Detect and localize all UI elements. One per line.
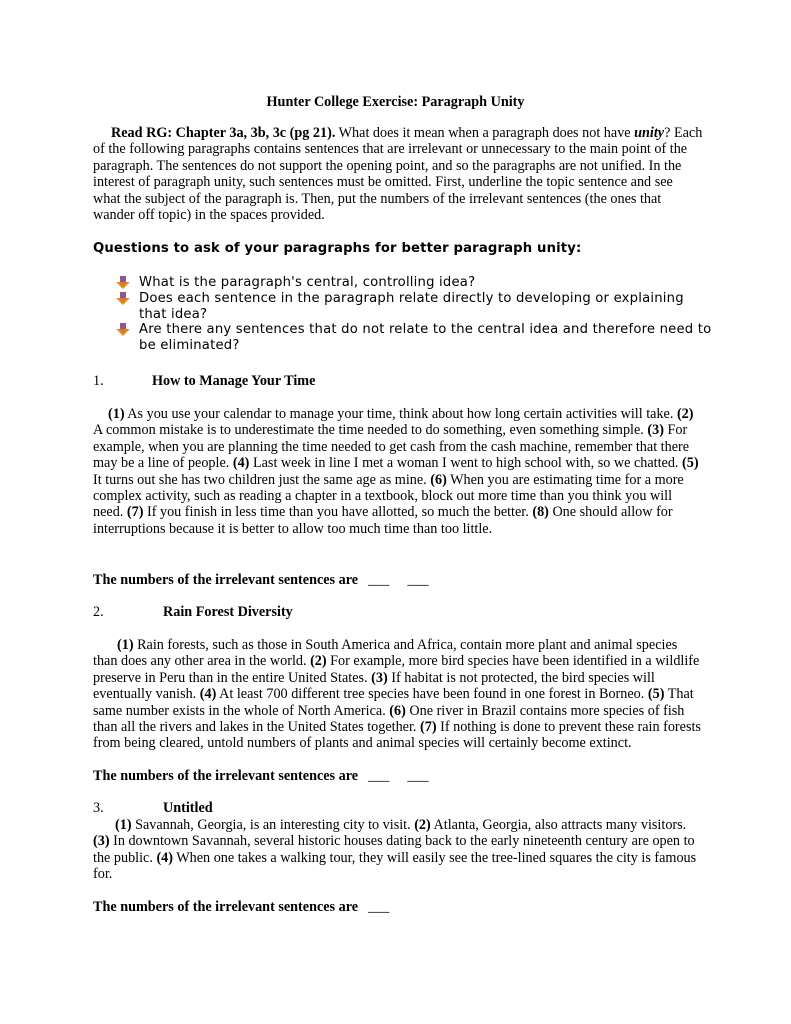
sentence-text: Rain forests, such as those in South America and Africa, contain more plant and animal species than does any other area in the world. — [93, 637, 678, 670]
sentence-number: (4) — [232, 455, 250, 472]
sentence-text: Savannah, Georgia, is an interesting city to visit. — [131, 817, 415, 833]
answer-label: The numbers of the irrelevant sentences are — [93, 899, 359, 915]
sentence-text: That same number exists in the whole of North America. — [93, 686, 694, 719]
down-arrow-bullet-icon — [115, 276, 131, 290]
sentence-text: Last week in line I met a woman I went to high school with, so we chatted. — [249, 455, 683, 472]
answer-blank[interactable]: ___ — [368, 899, 390, 915]
question-item — [115, 291, 715, 323]
sentence-text: For example, more bird species have been identified in a wildlife preserve in Peru than in the entire United States. — [93, 653, 700, 686]
sentence-text: When one takes a walking tour, they will easily see the tree-lined squares the city is famous for. — [93, 849, 697, 883]
sentence-text: If habitat is not protected, the bird species will eventually vanish. — [93, 669, 655, 703]
sentence-number: (1) — [108, 406, 125, 422]
answer-blank[interactable]: ___ — [368, 572, 390, 588]
sentence-text: At least 700 different tree species have been found in one forest in Borneo. — [216, 686, 648, 703]
answer-line — [93, 572, 429, 588]
sentence-number: (4) — [156, 849, 173, 866]
sentence-number: (4) — [199, 686, 217, 703]
question-text: Does each sentence in the paragraph relate directly to developing or explaining that idea? — [139, 290, 684, 322]
exercise-number: 1. — [93, 373, 104, 389]
sentence-text: In downtown Savannah, several historic houses dating back to the early nineteenth century are open to the public. — [93, 833, 695, 866]
sentence-text: One should allow for interruptions because it is better to allow too much time than too little. — [93, 504, 673, 537]
sentence-number: (1) — [117, 637, 134, 653]
intro-paragraph — [93, 125, 703, 223]
sentence-number: (8) — [532, 504, 549, 521]
down-arrow-bullet-icon — [115, 323, 131, 337]
sentence-number: (2) — [676, 406, 694, 422]
sentence-text: Atlanta, Georgia, also attracts many visitors. — [430, 817, 687, 833]
sentence-text: When you are estimating time for a more complex activity, such as reading a chapter in a textbook, block out more time than you think you will need. — [93, 471, 684, 521]
sentence-number: (6) — [389, 702, 406, 719]
sentence-number: (1) — [115, 817, 132, 833]
question-text: Are there any sentences that do not relate to the central idea and therefore need to be eliminated? — [139, 322, 712, 354]
page-title: Hunter College Exercise: Paragraph Unity — [266, 94, 525, 110]
sentence-text: A common mistake is to underestimate the time needed to do something, even something simple. — [93, 422, 648, 439]
sentence-text: If you finish in less time than you have allotted, so much the better. — [143, 504, 533, 521]
questions-heading: Questions to ask of your paragraphs for better paragraph unity: — [93, 241, 582, 256]
answer-label: The numbers of the irrelevant sentences are — [93, 572, 359, 588]
sentence-text: As you use your calendar to manage your time, think about how long certain activities will take. — [124, 406, 677, 422]
down-arrow-bullet-icon — [115, 292, 131, 306]
sentence-number: (2) — [414, 817, 431, 833]
sentence-number: (2) — [310, 653, 327, 670]
intro-text-before: What does it mean when a paragraph does not have — [335, 125, 635, 141]
exercise-title: How to Manage Your Time — [152, 373, 316, 389]
sentence-number: (5) — [647, 686, 665, 703]
sentence-number: (5) — [682, 455, 699, 472]
question-item — [115, 275, 715, 291]
sentence-number: (3) — [93, 833, 110, 850]
questions-list — [115, 275, 715, 354]
sentence-text: It turns out she has two children just the same age as mine. — [93, 471, 431, 488]
exercise-paragraph — [93, 406, 703, 537]
answer-line — [93, 768, 429, 784]
question-item — [115, 322, 715, 354]
unity-emphasis: unity — [634, 125, 665, 141]
answer-blank[interactable]: ___ — [407, 572, 429, 588]
sentence-text: One river in Brazil contains more species of fish than all the rivers and lakes in the United States together. — [93, 702, 685, 736]
exercise-title: Untitled — [163, 800, 213, 816]
sentence-number: (7) — [420, 719, 437, 736]
answer-line — [93, 899, 389, 915]
exercise-paragraph — [93, 637, 703, 752]
intro-text-after: ? Each of the following paragraphs contains sentences that are irrelevant or unnecessary to the main point of the paragraph. The sentences do not support the opening point, and so the paragraphs are not unified. In the interest of paragraph unity, such sentences must be omitted. First, underline the topic sentence and see what the subject of the paragraph is. Then, put the numbers of the irrelevant sentences (the ones that wander off topic) in the spaces provided. — [93, 125, 703, 224]
answer-label: The numbers of the irrelevant sentences are — [93, 768, 359, 784]
sentence-number: (3) — [647, 422, 664, 439]
exercise-number: 2. — [93, 604, 104, 620]
exercise-title: Rain Forest Diversity — [163, 604, 293, 620]
exercise-number: 3. — [93, 800, 104, 816]
sentence-text: For example, when you are planning the time needed to get cash from the cash machine, remember that there may be a line of people. — [93, 422, 690, 472]
answer-blank[interactable]: ___ — [407, 768, 429, 784]
sentence-number: (6) — [430, 471, 447, 488]
sentence-number: (3) — [371, 669, 388, 686]
question-text: What is the paragraph's central, controlling idea? — [139, 275, 476, 290]
sentence-number: (7) — [126, 504, 144, 521]
reading-assignment: Read RG: Chapter 3a, 3b, 3c (pg 21). — [111, 125, 336, 141]
exercise-paragraph — [93, 817, 703, 883]
answer-blank[interactable]: ___ — [368, 768, 390, 784]
sentence-text: If nothing is done to prevent these rain forests from being cleared, untold numbers of plants and animal species will certainly become extinct. — [93, 719, 701, 752]
